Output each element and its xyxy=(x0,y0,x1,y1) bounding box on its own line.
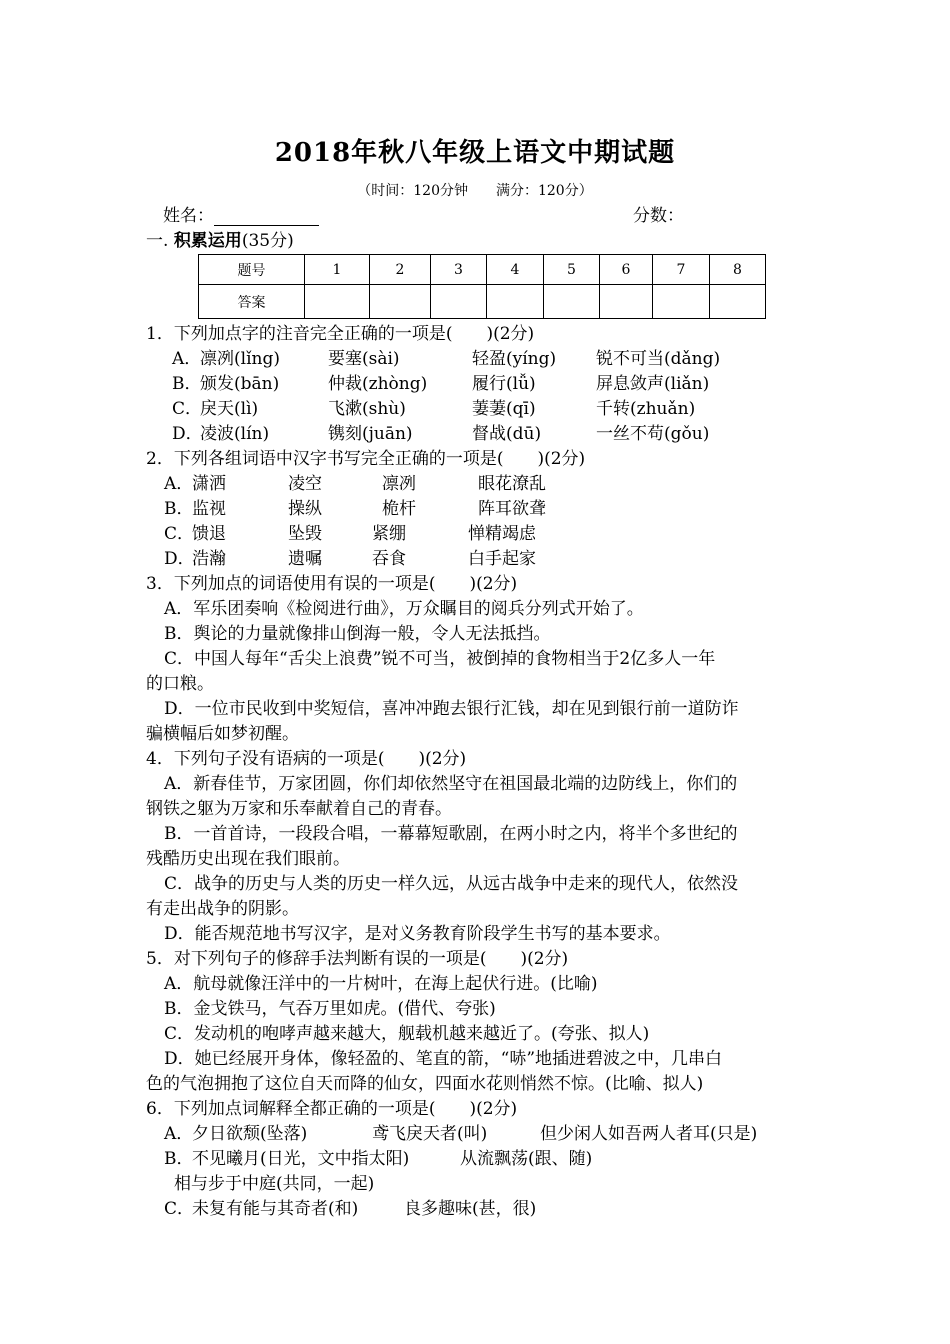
question-2-option-c: C．馈退 坠毁 紧绷 惮精竭虑 xyxy=(164,524,536,544)
answer-cell[interactable] xyxy=(305,285,370,319)
question-number-cell: 4 xyxy=(487,255,544,285)
question-4-option-d: D．能否规范地书写汉字，是对义务教育阶段学生书写的基本要求。 xyxy=(164,924,671,944)
question-1-option-a: A．凛冽(lǐng) 要塞(sài) 轻盈(yíng) 锐不可当(dǎng) xyxy=(172,349,721,369)
row-label-answer: 答案 xyxy=(199,285,305,319)
question-number-cell: 7 xyxy=(653,255,710,285)
answer-cell[interactable] xyxy=(600,285,653,319)
question-4-option-c-continued: 有走出战争的阴影。 xyxy=(146,899,299,919)
question-5-option-d-continued: 色的气泡拥抱了这位自天而降的仙女，四面水花则悄然不惊。(比喻、拟人) xyxy=(146,1074,704,1094)
question-number-cell: 6 xyxy=(600,255,653,285)
question-1-option-c: C．戾天(lì) 飞漱(shù) 萋萋(qī) 千转(zhuǎn) xyxy=(172,399,696,419)
question-4-option-b: B．一首首诗，一段段合唱，一幕幕短歌剧，在两小时之内，将半个多世纪的 xyxy=(164,824,738,844)
question-2-option-b: B．监视 操纵 桅杆 阵耳欲聋 xyxy=(164,499,546,519)
question-4-option-a-continued: 钢铁之躯为万家和乐奉献着自己的青春。 xyxy=(146,799,452,819)
name-field xyxy=(163,201,319,226)
question-5-option-a: A．航母就像汪洋中的一片树叶，在海上起伏行进。(比喻) xyxy=(164,974,598,994)
question-3-option-d-continued: 骗横幅后如梦初醒。 xyxy=(146,724,299,744)
question-6-option-a: A．夕日欲颓(坠落) 鸢飞戾天者(叫) 但少闲人如吾两人者耳(只是) xyxy=(164,1124,758,1144)
name-blank[interactable] xyxy=(214,207,319,226)
question-1-stem: 1．下列加点字的注音完全正确的一项是( )(2分) xyxy=(146,324,535,344)
question-number-cell: 2 xyxy=(370,255,431,285)
answer-cell[interactable] xyxy=(487,285,544,319)
section-prefix: 一. xyxy=(146,231,169,251)
page-title: 2018年秋八年级上语文中期试题 xyxy=(274,138,676,168)
answer-table-answer-row xyxy=(199,285,766,319)
question-4-stem: 4．下列句子没有语病的一项是( )(2分) xyxy=(146,749,467,769)
answer-table xyxy=(198,254,766,319)
answer-cell[interactable] xyxy=(370,285,431,319)
question-2-stem: 2．下列各组词语中汉字书写完全正确的一项是( )(2分) xyxy=(146,449,586,469)
question-number-cell: 3 xyxy=(431,255,487,285)
question-3-option-c: C．中国人每年“舌尖上浪费”锐不可当，被倒掉的食物相当于2亿多人一年 xyxy=(164,649,716,669)
question-6-stem: 6．下列加点词解释全都正确的一项是( )(2分) xyxy=(146,1099,518,1119)
question-3-option-a: A．军乐团奏响《检阅进行曲》，万众瞩目的阅兵分列式开始了。 xyxy=(164,599,644,619)
section-points: (35分) xyxy=(241,231,294,251)
exam-time-and-score-info: （时间：120分钟 满分：120分） xyxy=(357,183,593,199)
question-4-option-b-continued: 残酷历史出现在我们眼前。 xyxy=(146,849,350,869)
question-number-cell: 5 xyxy=(544,255,600,285)
section-title: 积累运用 xyxy=(173,231,242,251)
question-6-option-b-continued: 相与步于中庭(共同，一起) xyxy=(174,1174,375,1194)
question-3-option-c-continued: 的口粮。 xyxy=(146,674,214,694)
question-number-cell: 1 xyxy=(305,255,370,285)
question-3-option-b: B．舆论的力量就像排山倒海一般，令人无法抵挡。 xyxy=(164,624,551,644)
questions xyxy=(146,322,806,1222)
row-label-number: 题号 xyxy=(199,255,305,285)
section-heading xyxy=(146,226,294,251)
answer-table-number-row xyxy=(199,255,766,285)
answer-cell[interactable] xyxy=(431,285,487,319)
question-5-option-c: C．发动机的咆哮声越来越大，舰载机越来越近了。(夸张、拟人) xyxy=(164,1024,650,1044)
question-4-option-a: A．新春佳节，万家团圆，你们却依然坚守在祖国最北端的边防线上，你们的 xyxy=(164,774,738,794)
question-3-option-d: D．一位市民收到中奖短信，喜冲冲跑去银行汇钱，却在见到银行前一道防诈 xyxy=(164,699,739,719)
question-3-stem: 3．下列加点的词语使用有误的一项是( )(2分) xyxy=(146,574,518,594)
answer-cell[interactable] xyxy=(653,285,710,319)
question-2-option-a: A．潇洒 凌空 凛冽 眼花潦乱 xyxy=(164,474,546,494)
question-6-option-c: C．未复有能与其奇者(和) 良多趣味(甚，很) xyxy=(164,1199,537,1219)
answer-cell[interactable] xyxy=(544,285,600,319)
question-2-option-d: D．浩瀚 遗嘱 吞食 白手起家 xyxy=(164,549,536,569)
question-5-stem: 5．对下列句子的修辞手法判断有误的一项是( )(2分) xyxy=(146,949,569,969)
question-5-option-b: B．金戈铁马，气吞万里如虎。(借代、夸张) xyxy=(164,999,496,1019)
question-4-option-c: C．战争的历史与人类的历史一样久远，从远古战争中走来的现代人，依然没 xyxy=(164,874,739,894)
name-label: 姓名： xyxy=(163,206,214,226)
question-1-option-b: B．颁发(bān) 仲裁(zhòng) 履行(lǚ) 屏息敛声(liǎn) xyxy=(172,374,710,394)
question-6-option-b: B．不见曦月(日光，文中指太阳) 从流飘荡(跟、随) xyxy=(164,1149,593,1169)
score-label: 分数： xyxy=(633,206,684,226)
question-5-option-d: D．她已经展开身体，像轻盈的、笔直的箭，“哧”地插进碧波之中，几串白 xyxy=(164,1049,723,1069)
question-number-cell: 8 xyxy=(710,255,766,285)
answer-cell[interactable] xyxy=(710,285,766,319)
question-1-option-d: D．凌波(lín) 镌刻(juān) 督战(dū) 一丝不苟(gǒu) xyxy=(172,424,710,444)
